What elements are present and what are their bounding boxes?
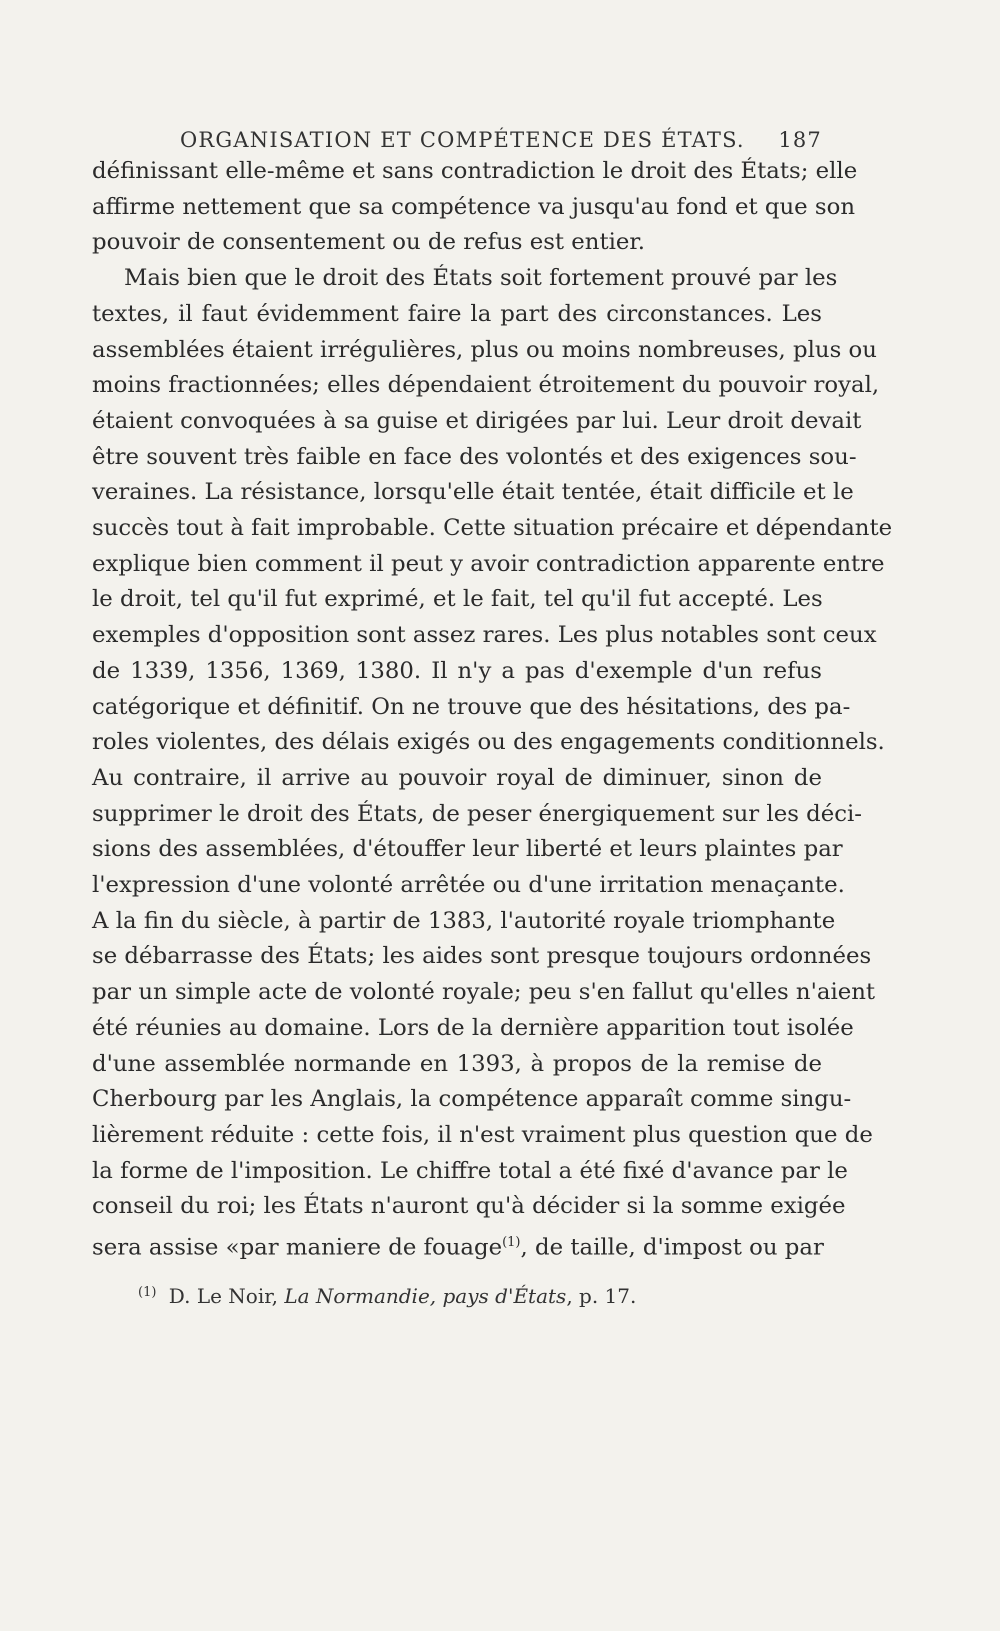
text-segment: , de taille, d'impost ou par (520, 1234, 824, 1261)
footnote-reference[interactable]: (1) (502, 1235, 521, 1251)
text-line: moins fractionnées; elles dépendaient étroitement du pouvoir royal, (92, 372, 880, 399)
page-number: 187 (778, 128, 822, 152)
text-line: être souvent très faible en face des volontés et des exigences sou- (92, 443, 857, 470)
text-line: lièrement réduite : cette fois, il n'est vraiment plus question que de (92, 1121, 873, 1148)
text-line: supprimer le droit des États, de peser énergiquement sur les déci- (92, 800, 862, 827)
text-line: été réunies au domaine. Lors de la dernière apparition tout isolée (92, 1014, 854, 1041)
text-line: le droit, tel qu'il fut exprimé, et le fait, tel qu'il fut accepté. Les (92, 586, 823, 613)
text-line: catégorique et définitif. On ne trouve que des hésitations, des pa- (92, 693, 851, 720)
footnote-work-title: La Normandie, pays d'États (284, 1284, 567, 1309)
text-line: définissant elle-même et sans contradiction le droit des États; elle (92, 158, 858, 184)
text-line: étaient convoquées à sa guise et dirigées par lui. Leur droit devait (92, 407, 862, 434)
running-head (92, 128, 822, 152)
footnote-mark: (1) (138, 1284, 157, 1300)
text-line: d'une assemblée normande en 1393, à propos de la remise de (92, 1050, 822, 1077)
footnote (92, 1284, 822, 1308)
text-line: la forme de l'imposition. Le chiffre total a été fixé d'avance par le (92, 1157, 848, 1184)
text-line: Au contraire, il arrive au pouvoir royal de diminuer, sinon de (92, 764, 822, 791)
body-text (92, 154, 893, 1266)
text-line: explique bien comment il peut y avoir contradiction apparente entre (92, 550, 885, 577)
footnote-author: D. Le Noir, (168, 1284, 278, 1309)
text-line: veraines. La résistance, lorsqu'elle était tentée, était difficile et le (92, 479, 854, 506)
text-line: l'expression d'une volonté arrêtée ou d'une irritation menaçante. (92, 872, 845, 899)
text-line: de 1339, 1356, 1369, 1380. Il n'y a pas d'exemple d'un refus (92, 657, 822, 684)
text-line: par un simple acte de volonté royale; peu s'en fallut qu'elles n'aient (92, 979, 876, 1006)
page (92, 128, 893, 1309)
text-line: assemblées étaient irrégulières, plus ou moins nombreuses, plus ou (92, 336, 877, 363)
text-line: textes, il faut évidemment faire la part des circonstances. Les (92, 300, 822, 327)
text-line: roles violentes, des délais exigés ou des engagements conditionnels. (92, 729, 885, 756)
footnote-page: , p. 17. (566, 1284, 637, 1309)
text-line: Cherbourg par les Anglais, la compétence apparaît comme singu- (92, 1086, 852, 1113)
text-line: succès tout à fait improbable. Cette situation précaire et dépendante (92, 515, 893, 542)
text-line: se débarrasse des États; les aides sont presque toujours ordonnées (92, 943, 872, 970)
text-line: affirme nettement que sa compétence va jusqu'au fond et que son (92, 193, 856, 220)
text-segment: sera assise «par maniere de fouage (92, 1234, 503, 1261)
text-line: A la fin du siècle, à partir de 1383, l'autorité royale triomphante (92, 907, 836, 934)
text-line: pouvoir de consentement ou de refus est entier. (92, 229, 646, 256)
text-line: exemples d'opposition sont assez rares. Les plus notables sont ceux (92, 622, 877, 649)
text-line: conseil du roi; les États n'auront qu'à décider si la somme exigée (92, 1193, 846, 1220)
text-line: sions des assemblées, d'étouffer leur liberté et leurs plaintes par (92, 836, 843, 863)
text-line-with-noteref (92, 1225, 822, 1266)
text-line: Mais bien que le droit des États soit fortement prouvé par les (124, 265, 838, 292)
running-head-title: ORGANISATION ET COMPÉTENCE DES ÉTATS. (180, 128, 745, 152)
